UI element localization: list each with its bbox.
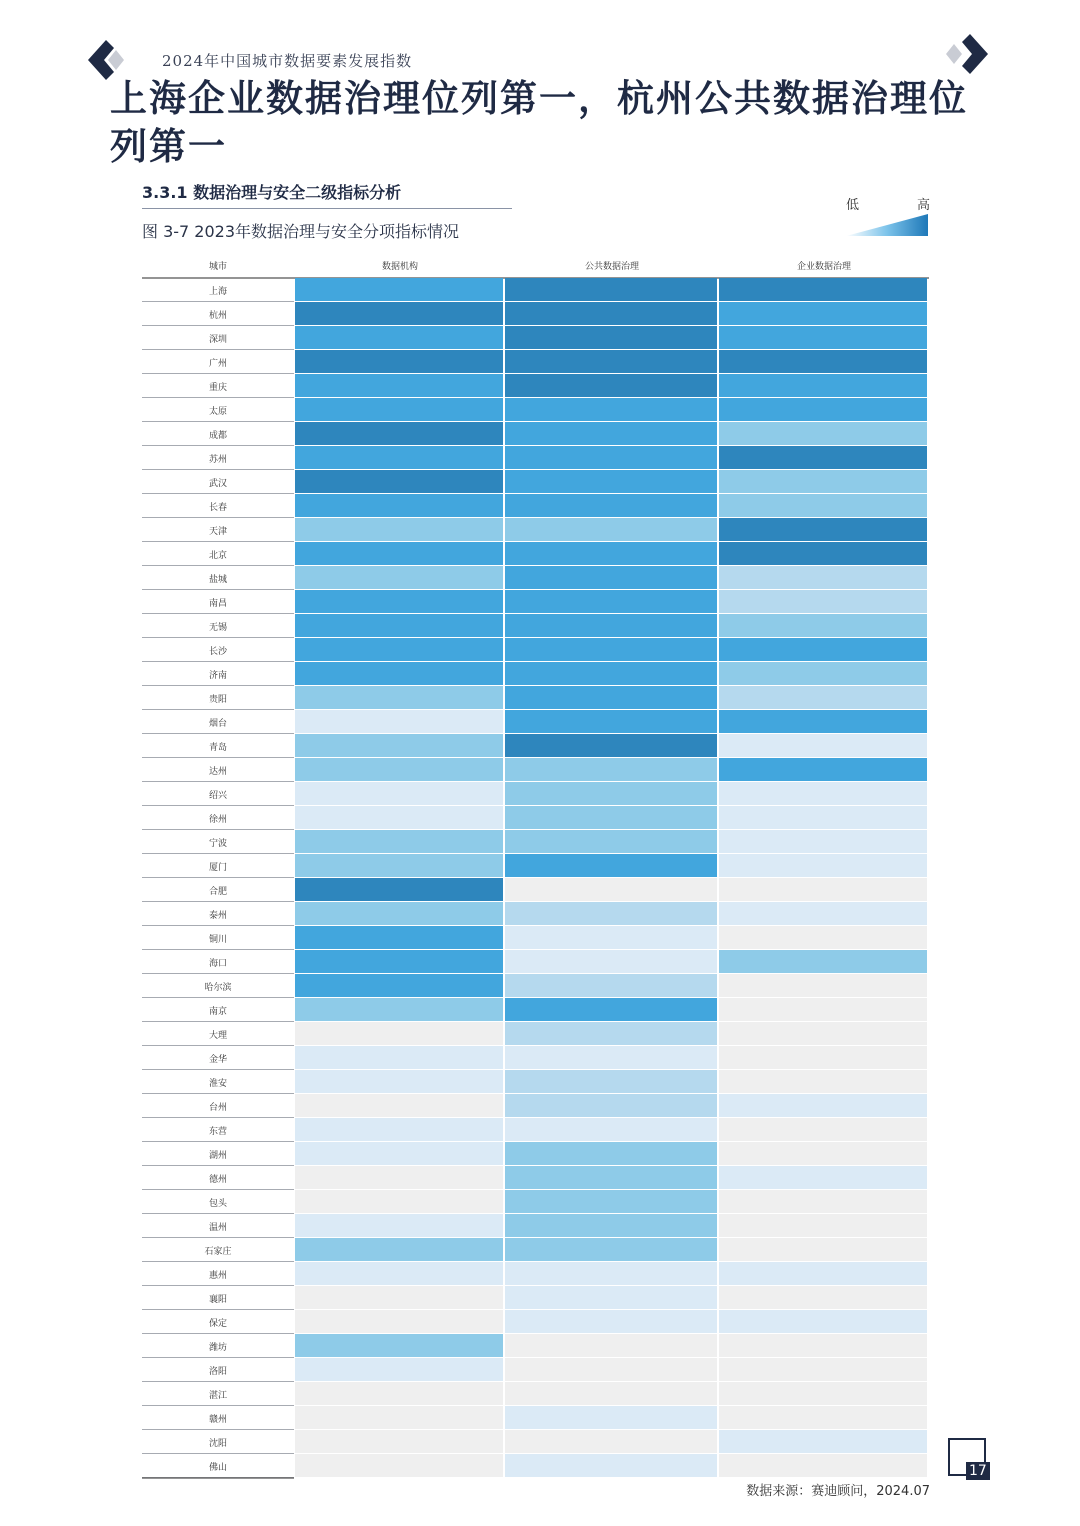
heatmap-cell bbox=[719, 1046, 927, 1069]
heatmap-cell bbox=[295, 902, 503, 925]
heatmap-cell bbox=[505, 566, 717, 589]
city-label: 贵阳 bbox=[208, 695, 228, 705]
heatmap-cell bbox=[719, 950, 927, 973]
heatmap-cell bbox=[295, 662, 503, 685]
city-label: 青岛 bbox=[208, 743, 228, 753]
heatmap-cell bbox=[295, 1454, 503, 1477]
city-label: 铜川 bbox=[208, 935, 228, 945]
heatmap-cell bbox=[295, 806, 503, 829]
heatmap-cell bbox=[505, 518, 717, 541]
city-label: 绍兴 bbox=[208, 791, 228, 801]
city-label: 襄阳 bbox=[208, 1295, 228, 1305]
heatmap-cell bbox=[719, 1286, 927, 1309]
city-label: 淮安 bbox=[208, 1079, 228, 1089]
city-label: 烟台 bbox=[208, 719, 228, 729]
heatmap-cell bbox=[295, 710, 503, 733]
heatmap-cell bbox=[295, 950, 503, 973]
heatmap-cell bbox=[719, 350, 927, 373]
heatmap-cell bbox=[505, 1022, 717, 1045]
heatmap-cell bbox=[295, 374, 503, 397]
heatmap-cell bbox=[505, 758, 717, 781]
heatmap-cell bbox=[719, 1406, 927, 1429]
heatmap-cell bbox=[295, 1286, 503, 1309]
heatmap-cell bbox=[719, 446, 927, 469]
heatmap-cell bbox=[295, 1022, 503, 1045]
heatmap-cell bbox=[719, 518, 927, 541]
heatmap-cell bbox=[719, 854, 927, 877]
heatmap-cell bbox=[505, 374, 717, 397]
heatmap-cell bbox=[505, 1430, 717, 1453]
heatmap-cell bbox=[295, 854, 503, 877]
heatmap-cell bbox=[295, 326, 503, 349]
heatmap-cell bbox=[719, 1262, 927, 1285]
heatmap-cell bbox=[505, 782, 717, 805]
heatmap-cell bbox=[295, 446, 503, 469]
city-label: 天津 bbox=[208, 527, 228, 537]
city-label: 广州 bbox=[208, 359, 228, 369]
city-label: 太原 bbox=[208, 407, 228, 417]
city-label: 杭州 bbox=[208, 311, 228, 321]
city-label: 大理 bbox=[208, 1031, 228, 1041]
heatmap-cell bbox=[719, 638, 927, 661]
heatmap-cell bbox=[505, 1238, 717, 1261]
heatmap-cell bbox=[505, 1094, 717, 1117]
city-label: 北京 bbox=[208, 551, 228, 561]
heatmap-cell bbox=[719, 926, 927, 949]
heatmap-cell bbox=[505, 398, 717, 421]
heatmap-cell bbox=[295, 1046, 503, 1069]
heatmap-cell bbox=[295, 1118, 503, 1141]
heatmap-cell bbox=[295, 1310, 503, 1333]
city-label: 包头 bbox=[208, 1199, 228, 1209]
heatmap-cell bbox=[505, 422, 717, 445]
heatmap-cell bbox=[719, 710, 927, 733]
page-number-badge bbox=[948, 1438, 988, 1482]
column-header-2: 企业数据治理 bbox=[796, 262, 852, 272]
city-label: 湛江 bbox=[208, 1391, 228, 1401]
page-number: 17 bbox=[966, 1462, 990, 1480]
heatmap-cell bbox=[505, 1118, 717, 1141]
heatmap-cell bbox=[295, 686, 503, 709]
column-header-0: 数据机构 bbox=[381, 262, 419, 272]
city-label: 金华 bbox=[208, 1055, 228, 1065]
heatmap-cell bbox=[505, 662, 717, 685]
row-header-label: 城市 bbox=[208, 262, 228, 272]
heatmap-cell bbox=[295, 494, 503, 517]
heatmap-cell bbox=[505, 542, 717, 565]
heatmap-cell bbox=[719, 374, 927, 397]
heatmap-cell bbox=[295, 614, 503, 637]
heatmap-cell bbox=[505, 470, 717, 493]
heatmap-cell bbox=[719, 686, 927, 709]
city-label: 重庆 bbox=[208, 383, 228, 393]
heatmap-cell bbox=[719, 470, 927, 493]
city-label: 徐州 bbox=[208, 815, 228, 825]
heatmap-cell bbox=[505, 1406, 717, 1429]
heatmap-cell bbox=[295, 1070, 503, 1093]
heatmap-cell bbox=[719, 1310, 927, 1333]
city-label: 潍坊 bbox=[208, 1343, 228, 1353]
report-name: 2024年中国城市数据要素发展指数 bbox=[162, 52, 413, 70]
heatmap-cell bbox=[719, 1022, 927, 1045]
heatmap-cell bbox=[719, 1358, 927, 1381]
heatmap-cell bbox=[719, 974, 927, 997]
heatmap-cell bbox=[505, 926, 717, 949]
heatmap-cell bbox=[295, 1430, 503, 1453]
heatmap-cell bbox=[505, 1214, 717, 1237]
city-label: 盐城 bbox=[208, 575, 228, 585]
heatmap-cell bbox=[505, 1166, 717, 1189]
heatmap-cell bbox=[719, 830, 927, 853]
heatmap-cell bbox=[719, 398, 927, 421]
heatmap-cell bbox=[719, 566, 927, 589]
city-label: 赣州 bbox=[208, 1415, 228, 1425]
heatmap-cell bbox=[505, 974, 717, 997]
heatmap-cell bbox=[719, 302, 927, 325]
city-label: 长沙 bbox=[208, 647, 228, 657]
heatmap-cell bbox=[719, 1430, 927, 1453]
city-label: 武汉 bbox=[208, 479, 228, 489]
heatmap-cell bbox=[505, 1046, 717, 1069]
city-label: 温州 bbox=[208, 1223, 228, 1233]
heatmap-cell bbox=[295, 830, 503, 853]
heatmap-cell bbox=[295, 638, 503, 661]
city-label: 达州 bbox=[208, 767, 228, 777]
heatmap-cell bbox=[295, 1262, 503, 1285]
heatmap-cell bbox=[719, 1238, 927, 1261]
city-label: 深圳 bbox=[208, 335, 228, 345]
city-label: 厦门 bbox=[208, 863, 228, 873]
heatmap-cell bbox=[295, 782, 503, 805]
city-label: 海口 bbox=[208, 959, 228, 969]
heatmap-cell bbox=[295, 1382, 503, 1405]
heatmap-cell bbox=[295, 878, 503, 901]
city-label: 保定 bbox=[208, 1319, 228, 1329]
heatmap-cell bbox=[295, 734, 503, 757]
heatmap-cell bbox=[719, 1190, 927, 1213]
heatmap-cell bbox=[295, 422, 503, 445]
heatmap-cell bbox=[505, 1262, 717, 1285]
heatmap-cell bbox=[295, 1190, 503, 1213]
city-label: 台州 bbox=[208, 1103, 228, 1113]
city-label: 东营 bbox=[208, 1127, 228, 1137]
heatmap-cell bbox=[505, 1070, 717, 1093]
heatmap-cell bbox=[505, 1310, 717, 1333]
heatmap-cell bbox=[505, 614, 717, 637]
heatmap-cell bbox=[295, 590, 503, 613]
heatmap-cell bbox=[505, 326, 717, 349]
city-label: 南昌 bbox=[208, 599, 228, 609]
city-label: 无锡 bbox=[208, 623, 228, 633]
heatmap-cell bbox=[719, 878, 927, 901]
section-heading: 3.3.1 数据治理与安全二级指标分析 bbox=[142, 183, 402, 202]
heatmap-cell bbox=[719, 662, 927, 685]
heatmap-cell bbox=[505, 734, 717, 757]
city-label: 苏州 bbox=[208, 455, 228, 465]
heatmap-cell bbox=[505, 998, 717, 1021]
heatmap-cell bbox=[295, 1334, 503, 1357]
city-label: 长春 bbox=[208, 503, 228, 513]
heatmap-cell bbox=[295, 398, 503, 421]
heatmap-cell bbox=[505, 1358, 717, 1381]
city-label: 宁波 bbox=[208, 839, 228, 849]
page-title: 上海企业数据治理位列第一，杭州公共数据治理位列第一 bbox=[110, 76, 968, 168]
heatmap-cell bbox=[505, 302, 717, 325]
heatmap-cell bbox=[505, 638, 717, 661]
heatmap-cell bbox=[505, 1286, 717, 1309]
heatmap-cell bbox=[505, 1190, 717, 1213]
city-label: 德州 bbox=[208, 1175, 228, 1185]
legend-low-label: 低 bbox=[846, 198, 860, 213]
heatmap-cell bbox=[295, 566, 503, 589]
city-label: 惠州 bbox=[208, 1271, 228, 1281]
heatmap-cell bbox=[719, 1166, 927, 1189]
heatmap-cell bbox=[505, 902, 717, 925]
heatmap-cell bbox=[719, 902, 927, 925]
heatmap-cell bbox=[295, 278, 503, 301]
heatmap-cell bbox=[505, 446, 717, 469]
heatmap-cell bbox=[505, 710, 717, 733]
city-label: 沈阳 bbox=[208, 1439, 228, 1449]
heatmap-cell bbox=[295, 1358, 503, 1381]
city-label: 石家庄 bbox=[204, 1247, 232, 1257]
heatmap-cell bbox=[719, 542, 927, 565]
heatmap-cell bbox=[719, 782, 927, 805]
city-label: 济南 bbox=[208, 671, 228, 681]
heatmap-cell bbox=[295, 302, 503, 325]
heatmap-cell bbox=[295, 1214, 503, 1237]
heatmap-cell bbox=[719, 1454, 927, 1477]
heatmap-cell bbox=[295, 1238, 503, 1261]
heatmap-cell bbox=[719, 758, 927, 781]
city-label: 佛山 bbox=[208, 1463, 228, 1473]
city-label: 南京 bbox=[208, 1007, 228, 1017]
city-label: 泰州 bbox=[208, 911, 228, 921]
heatmap-cell bbox=[295, 350, 503, 373]
heatmap-cell bbox=[719, 998, 927, 1021]
heatmap-cell bbox=[295, 998, 503, 1021]
legend-high-label: 高 bbox=[916, 198, 930, 213]
heatmap-cell bbox=[295, 518, 503, 541]
heatmap-cell bbox=[295, 974, 503, 997]
heatmap-cell bbox=[505, 854, 717, 877]
heatmap-cell bbox=[295, 470, 503, 493]
column-header-1: 公共数据治理 bbox=[584, 262, 640, 272]
heatmap-cell bbox=[295, 758, 503, 781]
city-label: 成都 bbox=[208, 431, 228, 441]
heatmap-cell bbox=[719, 422, 927, 445]
heatmap-cell bbox=[719, 1382, 927, 1405]
city-label: 洛阳 bbox=[208, 1367, 228, 1377]
heatmap-cell bbox=[505, 1142, 717, 1165]
heatmap-cell bbox=[719, 1142, 927, 1165]
city-label: 合肥 bbox=[208, 887, 228, 897]
heatmap-cell bbox=[295, 1406, 503, 1429]
heatmap-cell bbox=[719, 1094, 927, 1117]
heatmap-cell bbox=[505, 830, 717, 853]
heatmap-cell bbox=[719, 614, 927, 637]
data-source: 数据来源：赛迪顾问，2024.07 bbox=[746, 1484, 930, 1499]
city-label: 湖州 bbox=[208, 1151, 228, 1161]
heatmap-cell bbox=[719, 806, 927, 829]
heatmap-cell bbox=[505, 686, 717, 709]
heatmap-cell bbox=[719, 1334, 927, 1357]
heatmap-cell bbox=[295, 1142, 503, 1165]
heatmap-cell bbox=[295, 926, 503, 949]
heatmap-cell bbox=[505, 1454, 717, 1477]
figure-caption: 图 3-7 2023年数据治理与安全分项指标情况 bbox=[142, 222, 460, 241]
heatmap-cell bbox=[505, 1382, 717, 1405]
heatmap-cell bbox=[505, 950, 717, 973]
heatmap-cell bbox=[505, 806, 717, 829]
heatmap-cell bbox=[505, 878, 717, 901]
heatmap-cell bbox=[719, 1070, 927, 1093]
heatmap-cell bbox=[505, 590, 717, 613]
heatmap-cell bbox=[719, 278, 927, 301]
heatmap-cell bbox=[719, 1118, 927, 1141]
heatmap-cell bbox=[505, 278, 717, 301]
heatmap-cell bbox=[505, 350, 717, 373]
heatmap-cell bbox=[505, 494, 717, 517]
heatmap-cell bbox=[719, 1214, 927, 1237]
heatmap-cell bbox=[719, 590, 927, 613]
heatmap-cell bbox=[295, 1166, 503, 1189]
heatmap-cell bbox=[295, 542, 503, 565]
heatmap-cell bbox=[719, 326, 927, 349]
heatmap-cell bbox=[719, 494, 927, 517]
heatmap-cell bbox=[295, 1094, 503, 1117]
city-label: 上海 bbox=[208, 287, 228, 297]
heatmap-cell bbox=[719, 734, 927, 757]
city-label: 哈尔滨 bbox=[204, 983, 232, 993]
heatmap-cell bbox=[505, 1334, 717, 1357]
